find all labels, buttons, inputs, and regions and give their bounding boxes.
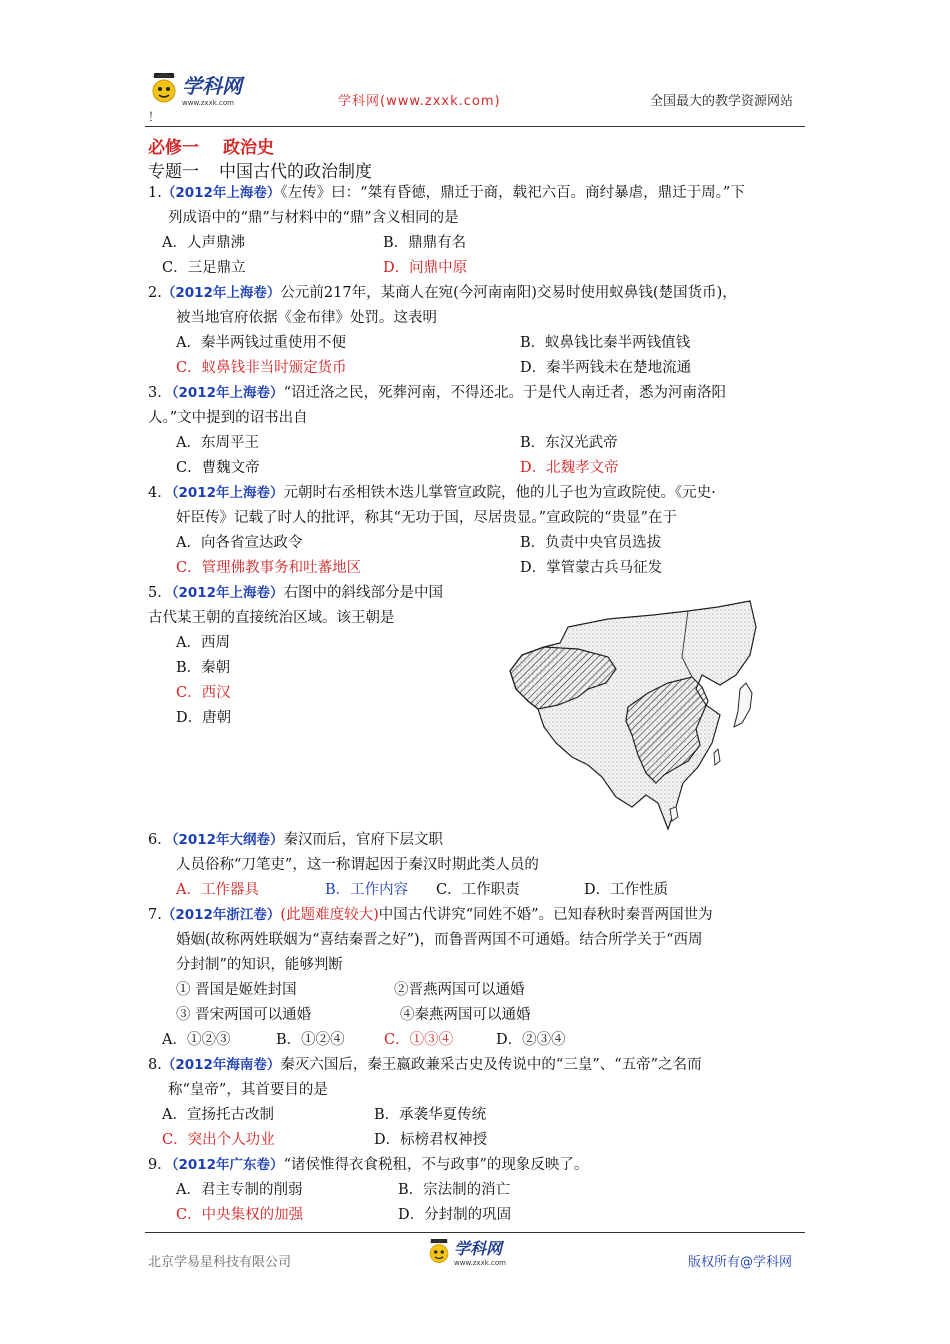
q4-text: 元朝时右丞相铁木迭儿掌管宣政院，他的儿子也为宣政院使。《元史· (283, 485, 716, 501)
map-japan (734, 683, 752, 727)
topic-title (148, 157, 372, 182)
q5-option-d: D．唐朝 (176, 710, 232, 726)
q4-option-a: A．向各省宣达政令 (176, 535, 303, 551)
mascot-icon (148, 71, 180, 107)
q9-option-a: A．君主专制的削弱 (176, 1182, 303, 1198)
q8-option-c: C．突出个人功业 (162, 1132, 275, 1148)
q9-option-d: D．分封制的巩固 (398, 1207, 512, 1223)
q8-stem-line2: 称“皇帝”，其首要目的是 (168, 1082, 328, 1098)
q2-source: （2012年上海卷） (161, 285, 281, 301)
footer-company: 北京学易星科技有限公司 (148, 1255, 292, 1270)
q2-number: 2. (148, 285, 162, 301)
q6-option-c: C．工作职责 (436, 882, 520, 898)
q4-stem-line2: 奸臣传》记载了时人的批评，称其“无功于国，尽居贵显。”宣政院的“贵显”在于 (176, 510, 677, 526)
section-title (148, 133, 274, 158)
q5-option-c: C．西汉 (176, 685, 231, 701)
q4-option-d: D．掌管蒙古兵马征发 (520, 560, 663, 576)
q3-source: （2012年上海卷） (171, 385, 284, 401)
q2-text: 公元前217年，某商人在宛(今河南南阳)交易时使用蚁鼻钱(楚国货币)， (280, 285, 737, 301)
q3-option-d: D．北魏孝文帝 (520, 460, 619, 476)
q4-source: （2012年上海卷） (171, 485, 284, 501)
q9-option-b: B．宗法制的消亡 (398, 1182, 511, 1198)
q7-statement-3: ③ 晋宋两国可以通婚 (176, 1007, 312, 1023)
q8-text: 秦灭六国后，秦王嬴政兼采古史及传说中的“三皇”、“五帝”之名而 (280, 1057, 702, 1073)
q6-number: 6． (148, 832, 172, 848)
header-logo (148, 70, 242, 107)
q3-stem-line2: 人。”文中提到的诏书出自 (148, 410, 308, 426)
q7-stem-line2: 婚姻(故称两姓联姻为“喜结秦晋之好”)，而鲁晋两国不可通婚。结合所学关于“西周 (176, 932, 703, 948)
q7-statement-4: ④秦燕两国可以通婚 (400, 1007, 531, 1023)
q8-number: 8. (148, 1057, 162, 1073)
q1-stem-line2: 列成语中的“鼎”与材料中的“鼎”含义相同的是 (168, 210, 459, 226)
q7-difficulty-note: (此题难度较大) (280, 907, 379, 923)
header-rule (145, 126, 805, 127)
q1-text: 《左传》曰：“桀有昏德，鼎迁于商，载祀六百。商纣暴虐，鼎迁于周。”下 (280, 185, 745, 201)
q5-number: 5． (148, 585, 172, 601)
q6-option-a: A．工作器具 (176, 882, 259, 898)
q4-number: 4． (148, 485, 172, 501)
header-mark: ！ (148, 110, 161, 124)
q7-number: 7. (148, 907, 162, 923)
q3-option-b: B．东汉光武帝 (520, 435, 618, 451)
topic-name: 中国古代的政治制度 (219, 162, 372, 182)
q7-option-d: D．②③④ (496, 1032, 566, 1048)
map-hainan (670, 807, 678, 821)
q7-stem-line1 (148, 905, 713, 925)
q5-stem-line2: 古代某王朝的直接统治区域。该王朝是 (148, 610, 395, 626)
q1-number: 1. (148, 185, 162, 201)
q2-option-a: A．秦半两钱过重使用不便 (176, 335, 346, 351)
q4-option-b: B．负责中央官员选拔 (520, 535, 662, 551)
q7-stem-line3: 分封制”的知识，能够判断 (176, 957, 343, 973)
q3-stem-line1 (148, 383, 726, 403)
q5-text: 右图中的斜线部分是中国 (283, 585, 444, 601)
q8-option-a: A．宣扬托古改制 (162, 1107, 274, 1123)
q7-option-b: B．①②④ (276, 1032, 345, 1048)
q7-statement-2: ②晋燕两国可以通婚 (394, 982, 525, 998)
q5-option-a: A．西周 (176, 635, 230, 651)
footer-copyright: 版权所有@学科网 (688, 1255, 793, 1270)
section-subject: 政治史 (223, 138, 274, 158)
q1-source: （2012年上海卷） (161, 185, 281, 201)
q2-stem-line1 (148, 283, 737, 303)
q1-stem-line1 (148, 183, 745, 203)
q5-map-image (488, 597, 788, 837)
q7-text: 中国古代讲究“同姓不婚”。已知春秋时秦晋两国世为 (378, 907, 713, 923)
q7-option-a: A．①②③ (162, 1032, 231, 1048)
logo-url: www.zxxk.com (182, 99, 234, 107)
q6-source: （2012年大纲卷） (171, 832, 284, 848)
q1-option-b: B．鼎鼎有名 (383, 235, 467, 251)
q3-text: “诏迁洛之民，死葬河南，不得还北。于是代人南迁者，悉为河南洛阳 (283, 385, 726, 401)
q6-stem-line2: 人员俗称“刀笔吏”，这一称谓起因于秦汉时期此类人员的 (176, 857, 539, 873)
logo-text: 学科网 (182, 74, 242, 98)
q7-source: （2012年浙江卷） (161, 907, 281, 923)
q2-option-c: C．蚁鼻钱非当时颁定货币 (176, 360, 347, 376)
map-taiwan (714, 749, 720, 765)
q8-option-b: B．承袭华夏传统 (374, 1107, 487, 1123)
q2-option-d: D．秦半两钱未在楚地流通 (520, 360, 692, 376)
q6-option-b: B．工作内容 (325, 882, 409, 898)
q4-stem-line1 (148, 483, 716, 503)
q6-text: 秦汉而后，官府下层文职 (283, 832, 444, 848)
footer-logo (426, 1236, 506, 1267)
section-part: 必修一 (148, 138, 199, 158)
topic-label: 专题一 (148, 162, 199, 182)
q3-number: 3． (148, 385, 172, 401)
q9-option-c: C．中央集权的加强 (176, 1207, 304, 1223)
footer-logo-text: 学科网 (454, 1239, 503, 1258)
q6-option-d: D．工作性质 (584, 882, 669, 898)
mascot-icon (426, 1237, 452, 1267)
q8-source: （2012年海南卷） (161, 1057, 281, 1073)
site-slogan: 全国最大的教学资源网站 (650, 94, 794, 109)
q1-option-a: A．人声鼎沸 (162, 235, 245, 251)
q9-source: （2012年广东卷） (171, 1157, 284, 1173)
q2-option-b: B．蚁鼻钱比秦半两钱值钱 (520, 335, 691, 351)
site-link[interactable]: 学科网(www.zxxk.com) (338, 94, 501, 109)
footer-rule (145, 1232, 805, 1233)
q1-option-c: C．三足鼎立 (162, 260, 246, 276)
q3-option-c: C．曹魏文帝 (176, 460, 260, 476)
q5-option-b: B．秦朝 (176, 660, 231, 676)
q5-source: （2012年上海卷） (171, 585, 284, 601)
q7-statement-1: ① 晋国是姬姓封国 (176, 982, 297, 998)
q2-stem-line2: 被当地官府依据《金布律》处罚。这表明 (176, 310, 437, 326)
q8-option-d: D．标榜君权神授 (374, 1132, 488, 1148)
footer-logo-url: www.zxxk.com (454, 1259, 506, 1267)
q5-stem-line1 (148, 583, 443, 603)
q9-stem-line1 (148, 1155, 588, 1175)
q4-option-c: C．管理佛教事务和吐蕃地区 (176, 560, 362, 576)
q3-option-a: A．东周平王 (176, 435, 259, 451)
q1-option-d: D．问鼎中原 (383, 260, 468, 276)
q9-number: 9． (148, 1157, 172, 1173)
q7-option-c: C．①③④ (384, 1032, 454, 1048)
q6-stem-line1 (148, 830, 443, 850)
q9-text: “诸侯惟得衣食税租，不与政事”的现象反映了。 (283, 1157, 589, 1173)
q8-stem-line1 (148, 1055, 702, 1075)
